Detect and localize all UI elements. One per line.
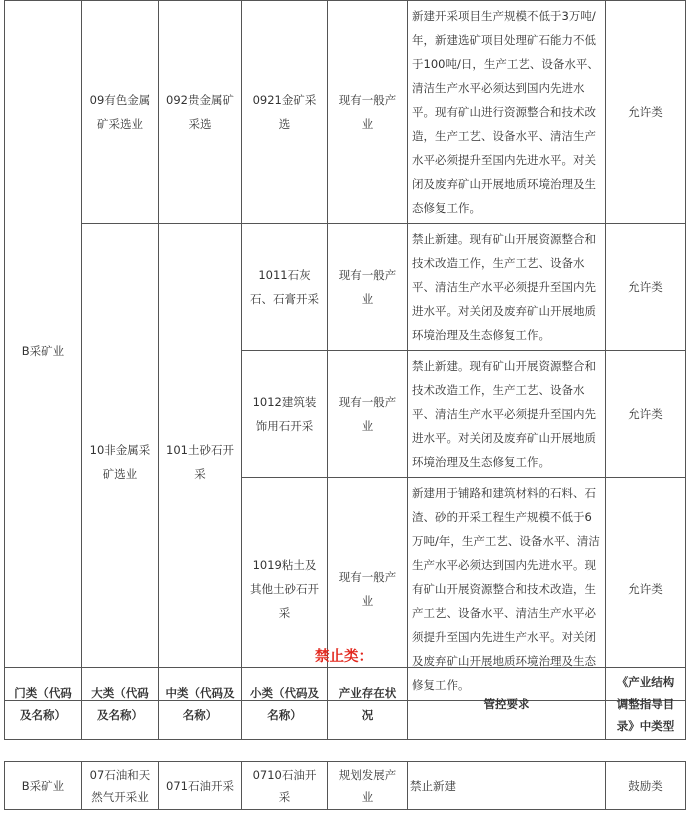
catalog-type-cell: 允许类 xyxy=(606,1,686,224)
prohibited-industry-table xyxy=(4,667,686,810)
header-catalog: 《产业结构调整指导目录》中类型 xyxy=(606,668,686,740)
control-requirement-cell: 禁止新建。现有矿山开展资源整合和技术改造工作，生产工艺、设备水平、清洁生产水平必须提升至国内先进水平。对关闭及废弃矿山开展地质环境治理及生态修复工作。 xyxy=(408,224,606,351)
header-minor: 小类（代码及名称） xyxy=(242,668,328,740)
catalog-type-cell: 允许类 xyxy=(606,351,686,478)
catalog-type-cell: 允许类 xyxy=(606,478,686,701)
industry-status-cell: 现有一般产业 xyxy=(328,351,408,478)
minor-class-cell: 0710石油开采 xyxy=(242,762,328,810)
header-status: 产业存在状况 xyxy=(328,668,408,740)
medium-class-cell: 092贵金属矿采选 xyxy=(159,1,242,224)
table-row xyxy=(5,1,686,224)
minor-class-cell: 1019粘土及其他土砂石开采 xyxy=(242,478,328,701)
control-requirement-cell: 禁止新建。现有矿山开展资源整合和技术改造工作，生产工艺、设备水平、清洁生产水平必须提升至国内先进水平。对关闭及废弃矿山开展地质环境治理及生态修复工作。 xyxy=(408,351,606,478)
door-class-cell: B采矿业 xyxy=(5,1,82,701)
header-major: 大类（代码及名称） xyxy=(82,668,159,740)
medium-class-cell: 101土砂石开采 xyxy=(159,224,242,701)
control-requirement-cell: 新建开采项目生产规模不低于3万吨/年，新建选矿项目处理矿石能力不低于100吨/日，生产工艺、设备水平、清洁生产水平必须达到国内先进水平。现有矿山进行资源整合和技术改造，生产工艺、设备水平、清洁生产水平必须提升至国内先进水平。对关闭及废弃矿山开展地质环境治理及生态修复工作。 xyxy=(408,1,606,224)
catalog-type-cell: 允许类 xyxy=(606,224,686,351)
table-header-row xyxy=(5,668,686,740)
minor-class-cell: 1011石灰石、石膏开采 xyxy=(242,224,328,351)
header-medium: 中类（代码及名称） xyxy=(159,668,242,740)
door-class-cell: B采矿业 xyxy=(5,762,82,810)
header-door: 门类（代码及名称） xyxy=(5,668,82,740)
minor-class-cell: 0921金矿采选 xyxy=(242,1,328,224)
industry-status-cell: 现有一般产业 xyxy=(328,1,408,224)
control-requirement-cell: 禁止新建 xyxy=(408,762,606,810)
minor-class-cell: 1012建筑装饰用石开采 xyxy=(242,351,328,478)
section-title: 禁止类： xyxy=(315,649,373,665)
medium-class-cell: 071石油开采 xyxy=(159,762,242,810)
major-class-cell: 10非金属采矿选业 xyxy=(82,224,159,701)
major-class-cell: 09有色金属矿采选业 xyxy=(82,1,159,224)
major-class-cell: 07石油和天然气开采业 xyxy=(82,762,159,810)
header-requirement: 管控要求 xyxy=(408,668,606,740)
table-row xyxy=(5,224,686,351)
spacer-row xyxy=(5,740,686,762)
control-requirement-cell: 新建用于铺路和建筑材料的石料、石渣、砂的开采工程生产规模不低于6万吨/年，生产工艺、设备水平、清洁生产水平必须达到国内先进水平。现有矿山开展资源整合和技术改造，生产工艺、设备水平、清洁生产水平必须提升至国内先进生产水平。对关闭及废弃矿山开展地质环境治理及生态修复工作。 xyxy=(408,478,606,701)
catalog-type-cell: 鼓励类 xyxy=(606,762,686,810)
industry-status-cell: 规划发展产业 xyxy=(328,762,408,810)
allowed-industry-table xyxy=(4,0,686,701)
industry-status-cell: 现有一般产业 xyxy=(328,478,408,701)
industry-status-cell: 现有一般产业 xyxy=(328,224,408,351)
table-row xyxy=(5,762,686,810)
